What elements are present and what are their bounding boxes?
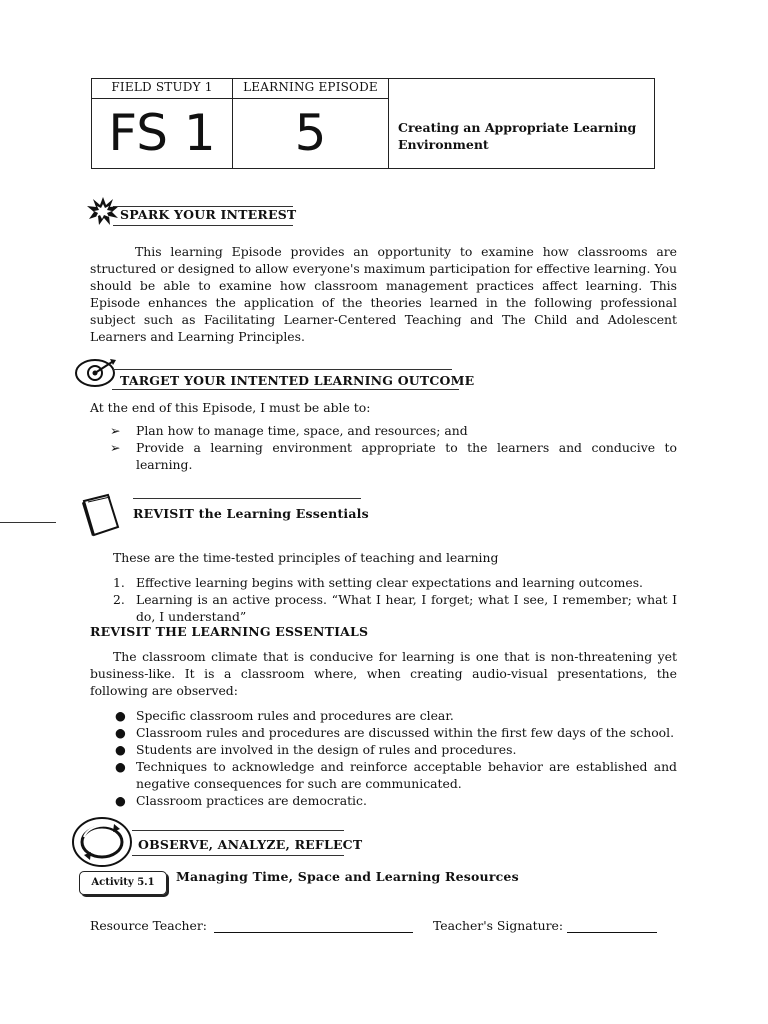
resource-teacher-line[interactable] (214, 932, 413, 933)
activity-badge (79, 871, 167, 895)
revisit-numbered-list (113, 574, 677, 625)
arrow-bullet-icon: ➢ (110, 440, 121, 455)
target-rule-bottom (112, 389, 459, 390)
list-item: 2. Learning is an active process. “What I hear, I forget; what I see, I remember; what I do, I understand” (113, 592, 677, 624)
margin-rule (0, 522, 56, 523)
list-item: ➢ Plan how to manage time, space, and resources; and (110, 423, 468, 438)
header-cell-episode (233, 79, 389, 168)
episode-title: Creating an Appropriate Learning Environment (398, 120, 637, 152)
revisit-bullet-list (113, 707, 677, 809)
target-intro: At the end of this Episode, I must be able to: (90, 400, 371, 415)
cycle-icon (70, 815, 134, 869)
field-study-label: FIELD STUDY 1 (111, 80, 213, 94)
list-item: ➢ Provide a learning environment appropriate to the learners and conducive to learning. (110, 440, 677, 472)
resource-teacher-label: Resource Teacher: (90, 918, 207, 933)
bullet-icon: ● (115, 759, 126, 774)
bullet-icon: ● (115, 793, 126, 808)
fs-number: FS 1 (108, 104, 216, 162)
list-item: 1. Effective learning begins with setting clear expectations and learning outcomes. (113, 575, 643, 590)
bullet-icon: ● (115, 708, 126, 723)
bullet-icon: ● (115, 725, 126, 740)
spark-paragraph: This learning Episode provides an opportunity to examine how classrooms are structured or designed to allow everyone's maximum participation for effective learning. You should be able to examine how classroom management practices affect learning. This Episode enhances the application of the theories learned in the following professional subject such as Facilitating Learner-Centered Teaching and The Child and Adolescent Learners and Learning Principles. (90, 244, 677, 344)
bullet-icon: ● (115, 742, 126, 757)
revisit-paragraph: The classroom climate that is conducive for learning is one that is non-threatening yet business-like. It is a classroom where, when creating audio-visual presentations, the following are observed: (90, 649, 677, 698)
signature-label: Teacher's Signature: (433, 918, 564, 933)
observe-heading: OBSERVE, ANALYZE, REFLECT (138, 837, 363, 852)
observe-rule-top (132, 830, 344, 831)
list-item: ● Specific classroom rules and procedures are clear. (115, 708, 454, 723)
revisit-subheading: REVISIT THE LEARNING ESSENTIALS (90, 624, 369, 639)
header-table (91, 78, 655, 169)
signature-line[interactable] (567, 932, 657, 933)
revisit-intro: These are the time-tested principles of teaching and learning (113, 550, 499, 565)
activity-title: Managing Time, Space and Learning Resources (176, 869, 519, 884)
activity-label: Activity 5.1 (91, 877, 155, 888)
spark-heading: SPARK YOUR INTEREST (120, 207, 297, 222)
target-heading: TARGET YOUR INTENTED LEARNING OUTCOME (120, 373, 475, 388)
book-icon (80, 493, 122, 537)
target-icon (74, 357, 120, 389)
target-list (110, 422, 677, 473)
observe-rule-bottom (132, 855, 344, 856)
episode-number: 5 (294, 104, 327, 162)
list-item: ● Classroom practices are democratic. (115, 793, 367, 808)
revisit-rule-top (133, 498, 361, 499)
target-rule-top (112, 369, 452, 370)
header-cell-field-study (92, 79, 233, 168)
list-item: ● Students are involved in the design of rules and procedures. (115, 742, 517, 757)
spark-icon (86, 196, 120, 226)
list-item: ● Techniques to acknowledge and reinforce acceptable behavior are established and negative consequences for such are communicated. (115, 759, 677, 791)
learning-episode-label: LEARNING EPISODE (243, 80, 378, 94)
spark-rule-bottom (113, 225, 293, 226)
arrow-bullet-icon: ➢ (110, 423, 121, 438)
list-item: ● Classroom rules and procedures are discussed within the first few days of the school. (115, 725, 675, 740)
header-row-divider (92, 98, 389, 99)
revisit-heading: REVISIT the Learning Essentials (133, 506, 369, 521)
